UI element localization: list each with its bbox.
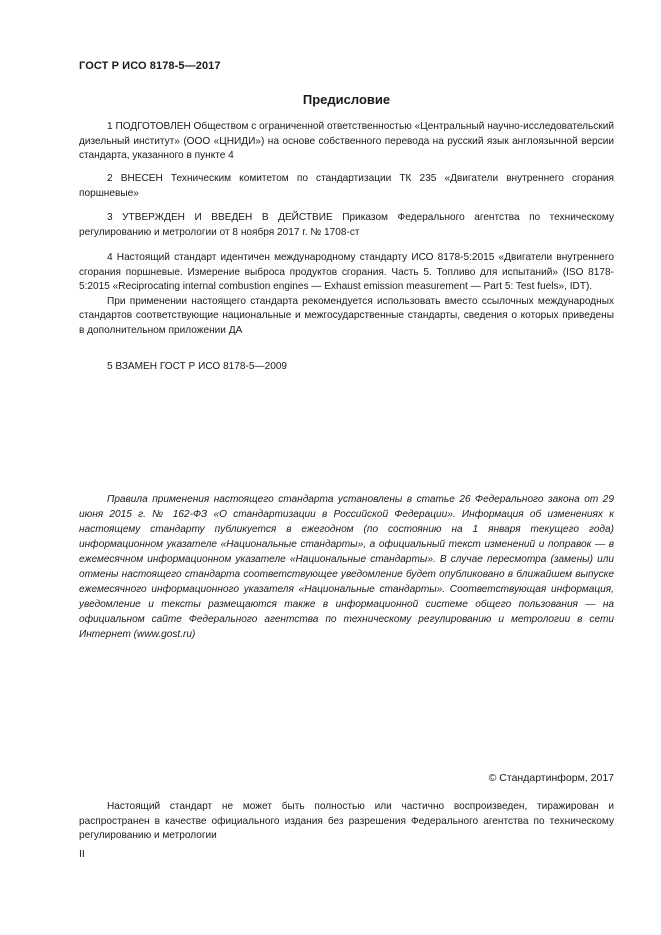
item-3-text: 3 УТВЕРЖДЕН И ВВЕДЕН В ДЕЙСТВИЕ Приказом Федерального агентства по техническому регулированию и метрологии от 8 ноября 2017 г. № 1708-ст <box>79 212 614 238</box>
foreword-item-3 <box>79 211 614 240</box>
document-code-header: ГОСТ Р ИСО 8178-5—2017 <box>79 60 221 72</box>
foreword-item-1 <box>79 120 614 164</box>
item-4-note: При применении настоящего стандарта рекомендуется использовать вместо ссылочных международных стандартов соответствующие национальные и межгосударственные стандарты, сведения о которых приведены в дополнительном приложении ДА <box>79 295 614 336</box>
item-4-text: 4 Настоящий стандарт идентичен международному стандарту ИСО 8178-5:2015 «Двигатели внутреннего сгорания поршневые. Измерение выброса продуктов сгорания. Часть 5. Топливо для испытаний» (ISO 8178-5:2015 «Reciprocating internal combustion engines — Exhaust emission measurement — Part 5: Test fuels», IDT). <box>79 252 614 292</box>
page-title: Предисловие <box>302 92 391 107</box>
item-5-text: 5 ВЗАМЕН ГОСТ Р ИСО 8178-5—2009 <box>107 361 288 372</box>
item-1-text: 1 ПОДГОТОВЛЕН Обществом с ограниченной ответственностью «Центральный научно-исследовательский дизельный институт» (ООО «ЦНИДИ») на основе собственного перевода на русский язык англоязычной версии стандарта, указанного в пункте 4 <box>79 121 614 161</box>
application-rules-text: Правила применения настоящего стандарта установлены в статье 26 Федерального закона от 29 июня 2015 г. № 162-ФЗ «О стандартизации в Российской Федерации». Информация об изменениях к настоящему стандарту публикуется в ежегодном (по состоянию на 1 января текущего года) информационном указателе «Национальные стандарты», а официальный текст изменений и поправок — в ежемесячном информационном указателе «Национальные стандарты». В случае пересмотра (замены) или отмены настоящего стандарта соответствующее уведомление будет опубликовано в ближайшем выпуске ежемесячного информационного указателя «Национальные стандарты». Соответствующая информация, уведомление и тексты размещаются также в информационной системе общего пользования — на официальном сайте Федерального агентства по техническому регулированию и метрологии в сети Интернет (www.gost.ru) <box>79 494 614 640</box>
copyright-notice: © Стандартинформ, 2017 <box>488 772 614 784</box>
foreword-item-2 <box>79 172 614 201</box>
reproduction-notice: Настоящий стандарт не может быть полностью или частично воспроизведен, тиражирован и распространен в качестве официального издания без разрешения Федерального агентства по техническому регулированию и метрологии <box>79 801 614 841</box>
foreword-item-4 <box>79 251 614 338</box>
foreword-item-5 <box>79 360 614 375</box>
page-number: II <box>79 848 85 860</box>
item-2-text: 2 ВНЕСЕН Техническим комитетом по стандартизации ТК 235 «Двигатели внутреннего сгорания поршневые» <box>79 173 614 199</box>
